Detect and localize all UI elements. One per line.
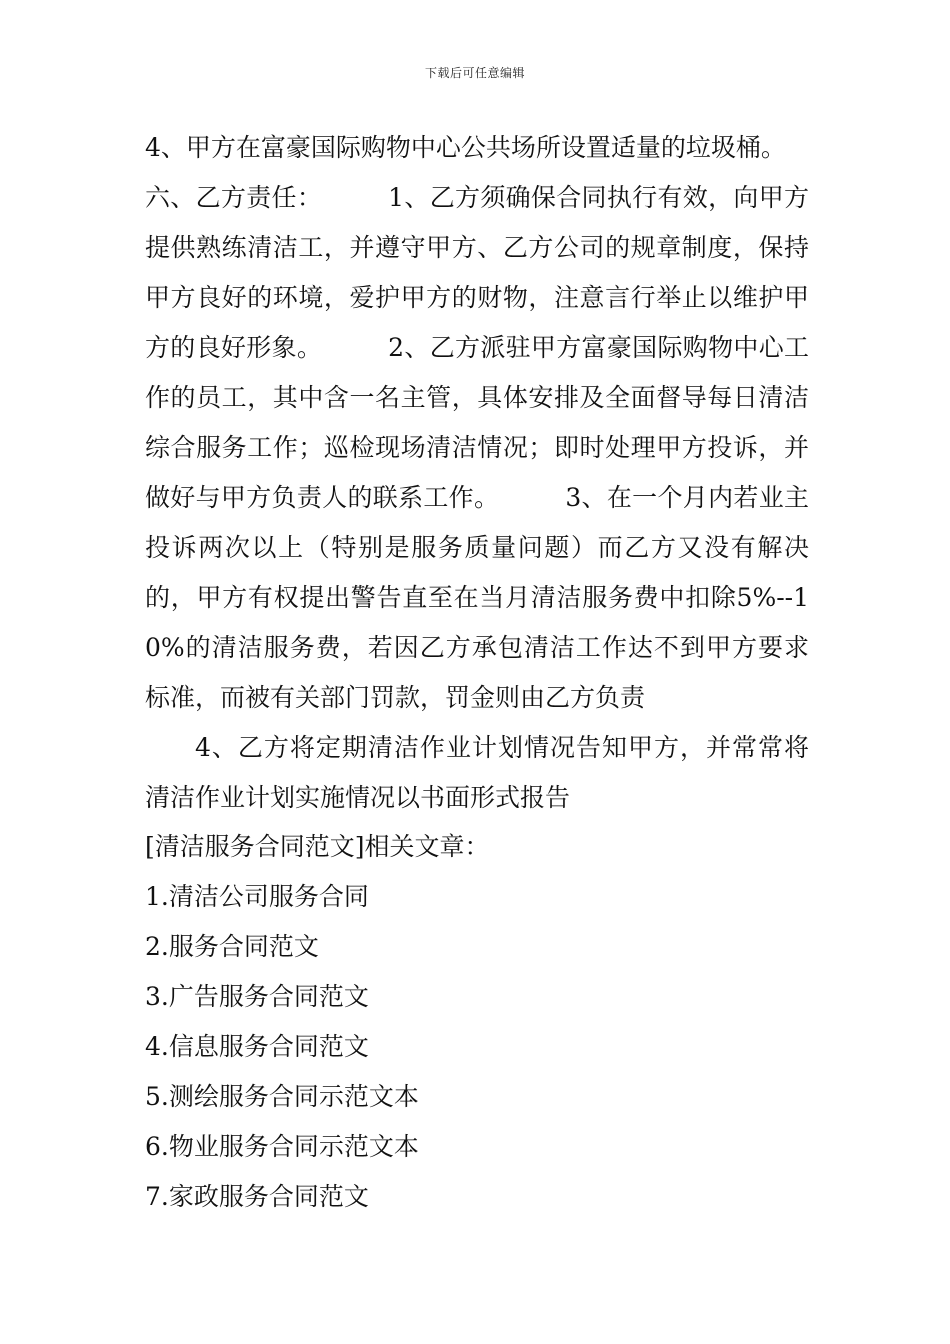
paragraph-clause-4: 4、甲方在富豪国际购物中心公共场所设置适量的垃圾桶。 [145, 133, 786, 162]
related-articles-heading: [清洁服务合同范文]相关文章： [145, 832, 490, 861]
related-article-link[interactable]: 1.清洁公司服务合同 [145, 882, 369, 911]
related-articles [145, 822, 809, 1222]
related-article-link[interactable]: 7.家政服务合同范文 [145, 1182, 369, 1211]
related-article-link[interactable]: 2.服务合同范文 [145, 932, 319, 961]
page-header: 下载后可任意编辑 [424, 66, 525, 80]
paragraph-party-b-report: 4、乙方将定期清洁作业计划情况告知甲方，并常常将清洁作业计划实施情况以书面形式报告 [145, 733, 809, 812]
paragraph-party-b-duties: 六、乙方责任： 1、乙方须确保合同执行有效，向甲方提供熟练清洁工，并遵守甲方、乙方公司的规章制度，保持甲方良好的环境，爱护甲方的财物，注意言行举止以维护甲方的良好形象。 2、乙方派驻甲方富豪国际购物中心工作的员工，其中含一名主管，具体安排及全面督导每日清洁综合服务工作；巡检现场清洁情况；即时处理甲方投诉，并做好与甲方负责人的联系工作。 3、在一个月内若业主投诉两次以上（特别是服务质量问题）而乙方又没有解决的，甲方有权提出警告直至在当月清洁服务费中扣除5%--10%的清洁服务费，若因乙方承包清洁工作达不到甲方要求标准，而被有关部门罚款，罚金则由乙方负责 [145, 183, 809, 712]
related-article-link[interactable]: 5.测绘服务合同示范文本 [145, 1082, 419, 1111]
related-article-link[interactable]: 3.广告服务合同范文 [145, 982, 369, 1011]
related-article-link[interactable]: 4.信息服务合同范文 [145, 1032, 369, 1061]
related-article-link[interactable]: 6.物业服务合同示范文本 [145, 1132, 419, 1161]
related-articles-list [145, 872, 809, 1222]
contract-body [145, 123, 809, 823]
